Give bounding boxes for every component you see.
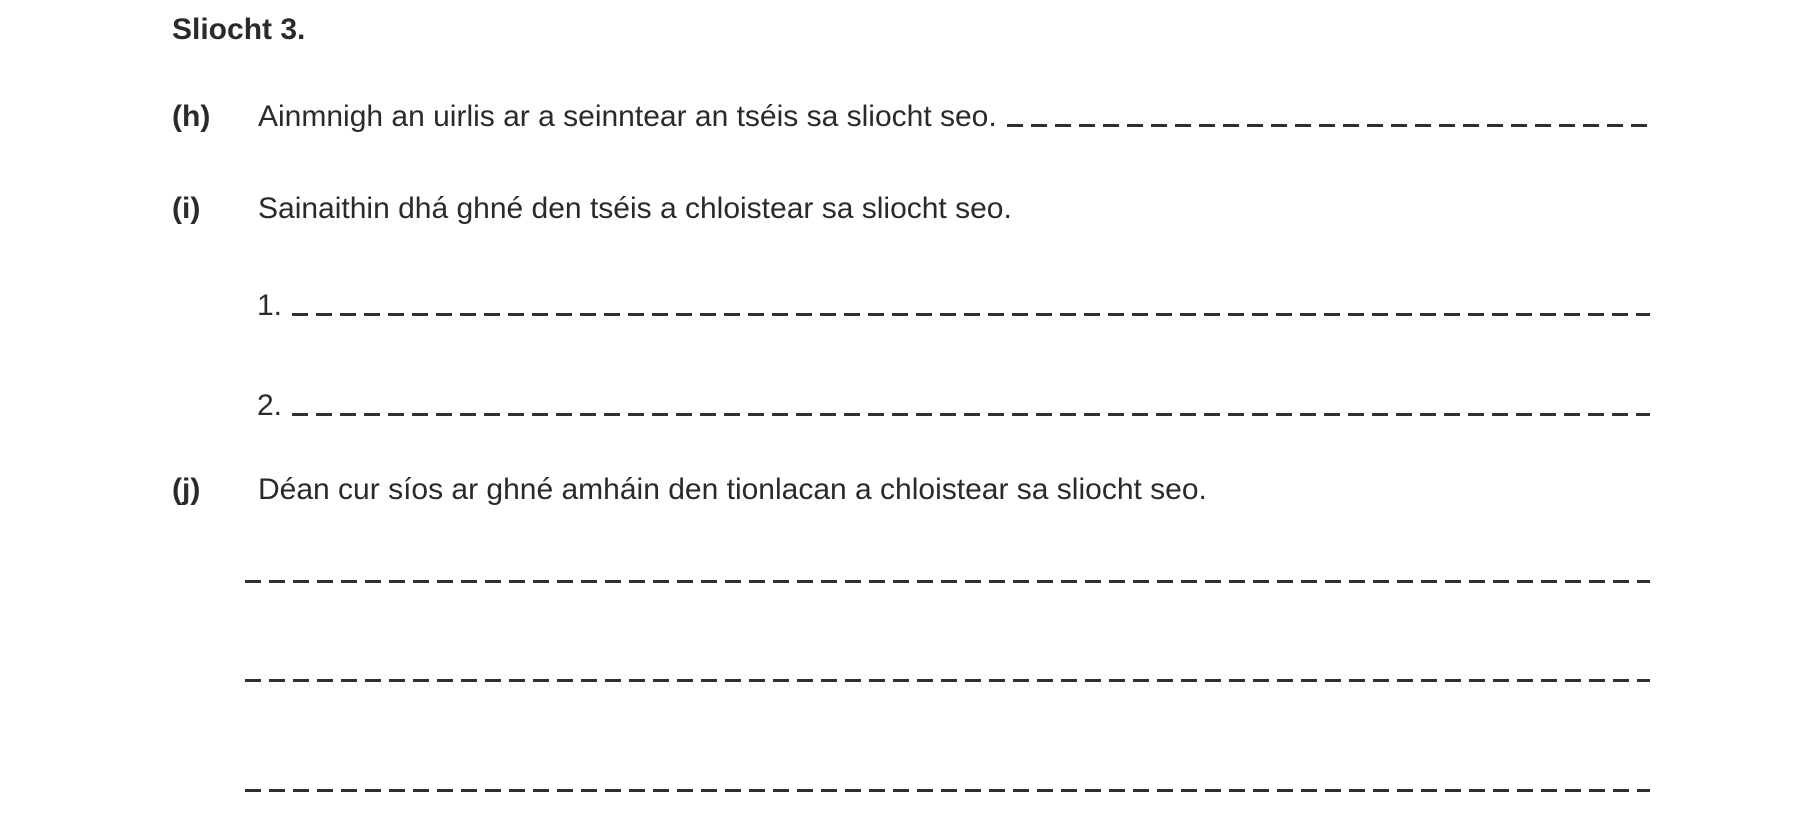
question-h-row (172, 98, 1650, 135)
question-j-answer-line-1 (245, 580, 1650, 583)
question-j-answer-line-2 (245, 679, 1650, 682)
question-i-item-2-row (257, 387, 1650, 424)
question-i-item-1-label: 1. (257, 289, 283, 322)
question-j-text: Déan cur síos ar ghné amháin den tionlacan a chloistear sa sliocht seo. (258, 473, 1207, 506)
question-i-text: Sainaithin dhá ghné den tséis a chloistear sa sliocht seo. (258, 192, 1012, 225)
question-h-label: (h) (172, 100, 211, 133)
question-j-answer-line-3 (245, 789, 1650, 792)
question-i-label: (i) (172, 192, 201, 225)
question-i-item-1-row (257, 287, 1650, 324)
question-i-item-2-answer-blank (292, 413, 1650, 416)
question-i-item-2-label: 2. (257, 389, 283, 422)
question-i-row (172, 190, 1650, 227)
question-i-item-1-answer-blank (292, 313, 1650, 316)
question-h-text: Ainmnigh an uirlis ar a seinntear an tséis sa sliocht seo. (258, 100, 997, 133)
question-j-row (172, 471, 1650, 508)
section-title: Sliocht 3. (172, 13, 306, 46)
question-h-answer-blank (1007, 124, 1650, 127)
question-j-label: (j) (172, 473, 201, 506)
